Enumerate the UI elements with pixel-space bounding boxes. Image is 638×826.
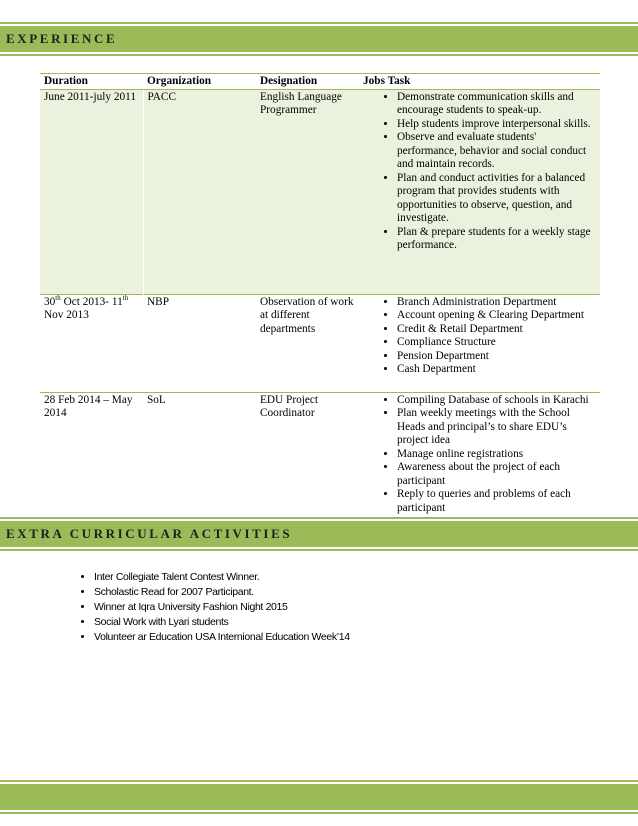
list-item: • Social Work with Lyari students [94,615,350,630]
table-header-row [40,74,600,90]
table-row [40,294,600,392]
list-item: • Volunteer ar Education USA Internional Education Week’14 [94,630,350,645]
experience-band-bottom-line [0,54,638,56]
cell-tasks [359,89,600,294]
extra-band-top-line [0,517,638,519]
task-item: • Compliance Structure [397,336,596,350]
extra-activities-list [78,570,350,645]
task-item: • Plan and conduct activities for a balanced program that provides students with opportunities to observe, question, and investigate. [397,172,596,226]
cell-duration [40,294,143,392]
footer-band-bottom-line [0,812,638,814]
task-item: • Demonstrate communication skills and encourage students to speak-up. [397,91,596,118]
experience-section-header [0,26,638,52]
header-organization: Organization [143,74,256,90]
task-list [363,296,596,377]
list-item: • Winner at Iqra University Fashion Night 2015 [94,600,350,615]
extra-band-bottom-line [0,549,638,551]
cell-duration: 28 Feb 2014 – May 2014 [40,392,143,519]
header-designation: Designation [256,74,359,90]
duration-end: Nov 2013 [44,309,89,321]
task-item: • Account opening & Clearing Department [397,309,596,323]
task-item: • Branch Administration Department [397,296,596,310]
task-item: • Observe and evaluate students' performance, behavior and social conduct and maintain records. [397,131,596,172]
task-list [363,91,596,253]
task-item: • Cash Department [397,363,596,377]
task-item: • Manage online registrations [397,448,596,462]
ordinal-suffix: th [55,293,61,302]
cell-designation: English Language Programmer [256,89,359,294]
task-item: • Plan weekly meetings with the School Heads and principal’s to share EDU’s project idea [397,407,596,448]
cell-organization: PACC [143,89,256,294]
task-list [363,394,596,516]
list-item: • Scholastic Read for 2007 Participant. [94,585,350,600]
task-item: • Credit & Retail Department [397,323,596,337]
table-row [40,89,600,294]
extra-section-header [0,521,638,547]
ordinal-suffix: th [122,293,129,302]
experience-section-title: EXPERIENCE [6,31,118,46]
cell-organization: SoL [143,392,256,519]
cell-designation: EDU Project Coordinator [256,392,359,519]
cell-tasks [359,294,600,392]
experience-band-top-line [0,22,638,24]
experience-table [40,73,600,519]
task-item: • Plan & prepare students for a weekly stage performance. [397,226,596,253]
cell-duration: June 2011-july 2011 [40,89,143,294]
task-item: • Awareness about the project of each participant [397,461,596,488]
footer-band-top-line [0,780,638,782]
task-item: • Pension Department [397,350,596,364]
header-jobs-task: Jobs Task [359,74,600,90]
task-item: • Reply to queries and problems of each participant [397,488,596,515]
extra-section-title: EXTRA CURRICULAR ACTIVITIES [6,526,293,541]
duration-day-start: 30 [44,295,56,308]
duration-mid: Oct 2013- 11 [60,295,123,308]
task-item: • Help students improve interpersonal skills. [397,118,596,132]
header-duration: Duration [40,74,143,90]
footer-band [0,784,638,810]
task-item: • Compiling Database of schools in Karachi [397,394,596,408]
cell-organization: NBP [143,294,256,392]
cell-tasks [359,392,600,519]
cell-designation: Observation of work at different departments [256,294,359,392]
list-item: • Inter Collegiate Talent Contest Winner. [94,570,350,585]
table-row [40,392,600,519]
